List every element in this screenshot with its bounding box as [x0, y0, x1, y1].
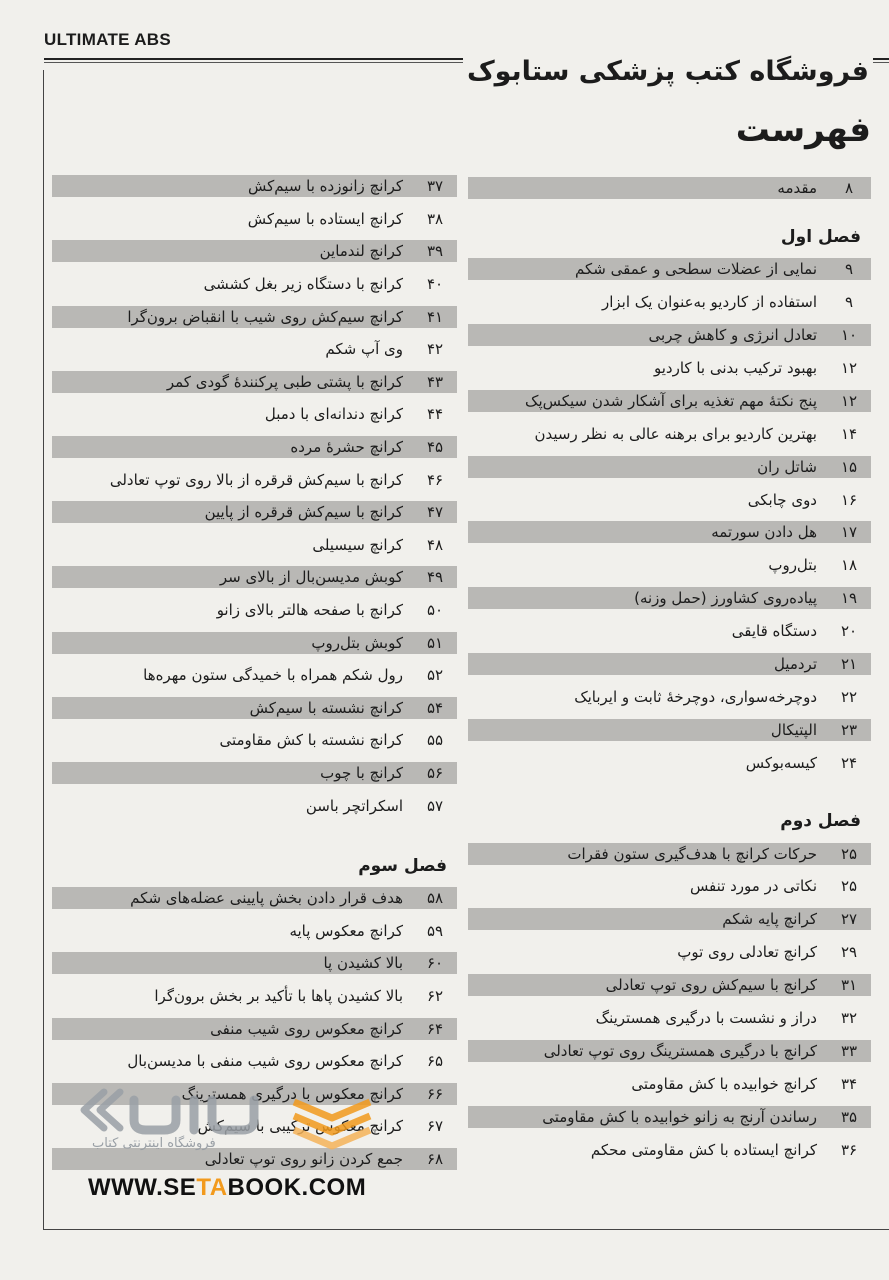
toc-entry-bar [468, 719, 871, 741]
entry-title: کرانچ با چوب [320, 763, 403, 782]
toc-entry [52, 789, 457, 822]
toc-entry [52, 626, 457, 659]
page-number: ۴۸ [426, 535, 444, 554]
toc-entry [52, 496, 457, 529]
toc-entry-bar [52, 534, 457, 556]
page-number: ۵۵ [426, 731, 444, 750]
page-number: ۹ [844, 293, 854, 312]
chapter-heading: فصل اول [780, 226, 861, 247]
toc-entry [468, 549, 871, 582]
toc-entry-bar [468, 875, 871, 897]
entry-title: کرانچ معکوس با درگیری همسترینگ [181, 1084, 403, 1103]
toc-entry [52, 268, 457, 301]
toc-entry [468, 352, 871, 385]
toc-entry-bar [468, 941, 871, 963]
toc-entry [52, 398, 457, 431]
page-number: ۴۰ [426, 275, 444, 294]
entry-title: دراز و نشست با درگیری همسترینگ [595, 1009, 817, 1028]
store-title: فروشگاه کتب پزشکی ستابوک [463, 56, 873, 87]
page-number: ۴۳ [426, 372, 444, 391]
entry-title: کوبش بتل‌روپ [311, 633, 403, 652]
page-number: ۵۷ [426, 796, 444, 815]
toc-entry-bar [52, 469, 457, 491]
page-number: ۳۹ [426, 242, 444, 261]
page-number: ۶۶ [426, 1084, 444, 1103]
entry-title: کرانچ با پشتی طبی پرکنندهٔ گودی کمر [166, 372, 403, 391]
toc-entry [52, 1045, 457, 1078]
entry-title: کرانچ سیم‌کش روی شیب با انقباض برون‌گرا [127, 307, 403, 326]
page-number: ۹ [844, 260, 854, 279]
entry-title: کرانچ سیسیلی [312, 535, 403, 554]
toc-title: فهرست [735, 110, 871, 150]
page-number: ۱۲ [840, 391, 858, 410]
page-number: ۴۶ [426, 470, 444, 489]
entry-title: بالا کشیدن پاها با تأکید بر بخش برون‌گرا [154, 986, 403, 1005]
toc-entry-bar [52, 566, 457, 588]
url-part: BOOK.COM [227, 1174, 367, 1201]
entry-title: کرانچ زانوزده با سیم‌کش [248, 177, 403, 196]
book-running-title: ULTIMATE ABS [44, 30, 171, 49]
toc-entry-bar [52, 632, 457, 654]
page-number: ۴۵ [426, 438, 444, 457]
toc-entry [468, 286, 871, 319]
toc-entry [468, 319, 871, 352]
page-number: ۳۷ [426, 177, 444, 196]
toc-entry [468, 969, 871, 1002]
toc-entry-bar [52, 664, 457, 686]
toc-entry-bar [468, 1106, 871, 1128]
entry-title: شاتل ران [757, 457, 817, 476]
entry-title: کرانچ با سیم‌کش قرقره از بالا روی توپ تعادلی [109, 470, 403, 489]
page-number: ۱۵ [840, 457, 858, 476]
toc-entry-bar [52, 501, 457, 523]
entry-title: کرانچ تعادلی روی توپ [677, 943, 817, 962]
toc-entry [468, 172, 871, 205]
toc-entry [52, 947, 457, 980]
entry-title: دستگاه قایقی [731, 622, 817, 641]
toc-entry-bar [52, 887, 457, 909]
toc-entry [52, 300, 457, 333]
toc-entry [52, 203, 457, 236]
toc-entry [468, 483, 871, 516]
toc-entry [52, 463, 457, 496]
entry-title: مقدمه [777, 179, 817, 198]
page-number: ۳۵ [840, 1107, 858, 1126]
chapter-heading: فصل دوم [780, 811, 861, 832]
page-number: ۵۱ [426, 633, 444, 652]
page-number: ۳۸ [426, 209, 444, 228]
toc-entry [52, 366, 457, 399]
toc-entry-bar [468, 908, 871, 930]
toc-entry [468, 615, 871, 648]
toc-entry-bar [52, 599, 457, 621]
toc-entry [468, 1067, 871, 1100]
toc-entry [52, 757, 457, 790]
entry-title: وی آپ شکم [325, 340, 403, 359]
toc-entry [468, 1133, 871, 1166]
toc-entry [468, 1100, 871, 1133]
entry-title: کرانچ نشسته با کش مقاومتی [219, 731, 403, 750]
page-number: ۵۰ [426, 601, 444, 620]
toc-entry-bar [468, 843, 871, 865]
page-number: ۵۲ [426, 666, 444, 685]
page-number: ۵۸ [426, 889, 444, 908]
toc-entry-bar [52, 985, 457, 1007]
toc-entry-bar [468, 587, 871, 609]
page-number: ۱۴ [840, 424, 858, 443]
entry-title: اسکراتچر باسن [305, 796, 403, 815]
page-number: ۵۹ [426, 921, 444, 940]
toc-entry-bar [468, 489, 871, 511]
toc-entry [52, 882, 457, 915]
page-number: ۱۸ [840, 556, 858, 575]
toc-entry [52, 724, 457, 757]
entry-title: کرانچ خوابیده با کش مقاومتی [631, 1074, 817, 1093]
entry-title: هل دادن سورتمه [711, 523, 817, 542]
page-number: ۴۲ [426, 340, 444, 359]
toc-entry [52, 529, 457, 562]
toc-entry-bar [468, 752, 871, 774]
toc-entry-bar [468, 291, 871, 313]
page-number: ۶۷ [426, 1117, 444, 1136]
toc-entry-bar [468, 1007, 871, 1029]
toc-entry-bar [468, 423, 871, 445]
entry-title: بالا کشیدن پا [323, 954, 403, 973]
page-number: ۱۰ [840, 326, 858, 345]
toc-entry-bar [468, 620, 871, 642]
page-number: ۶۴ [426, 1019, 444, 1038]
toc-entry-bar [52, 729, 457, 751]
entry-title: کرانچ معکوس ترکیبی با سیم‌کش [197, 1117, 403, 1136]
entry-title: حرکات کرانچ با هدف‌گیری ستون فقرات [567, 844, 817, 863]
url-part: WWW.SE [88, 1174, 197, 1201]
toc-entry-bar [468, 177, 871, 199]
page-number: ۲۹ [840, 943, 858, 962]
toc-entry [468, 903, 871, 936]
toc-entry [468, 1002, 871, 1035]
page-number: ۴۴ [426, 405, 444, 424]
page-number: ۱۹ [840, 589, 858, 608]
entry-title: کوبش مدیسن‌بال از بالای سر [219, 568, 403, 587]
page-number: ۵۴ [426, 698, 444, 717]
toc-entry [468, 582, 871, 615]
entry-title: پیاده‌روی کشاورز (حمل وزنه) [634, 589, 817, 608]
toc-entry-bar [52, 1018, 457, 1040]
watermark-subtitle: فروشگاه اینترنتی کتاب [92, 1136, 216, 1151]
entry-title: کرانچ نشسته با سیم‌کش [249, 698, 403, 717]
entry-title: کرانچ ایستاده با کش مقاومتی محکم [590, 1140, 817, 1159]
toc-entry [52, 659, 457, 692]
entry-title: کرانچ معکوس روی شیب منفی با مدیسن‌بال [127, 1052, 403, 1071]
page-number: ۱۲ [840, 359, 858, 377]
page-number: ۶۰ [426, 954, 444, 973]
entry-title: کرانچ پایه شکم [722, 910, 817, 929]
page-number: ۲۵ [840, 844, 858, 863]
entry-title: کرانچ با صفحه هالتر بالای زانو [216, 601, 403, 620]
entry-title: استفاده از کاردیو به‌عنوان یک ابزار [601, 293, 817, 312]
page-number: ۳۲ [840, 1009, 858, 1028]
entry-title: تردمیل [773, 655, 817, 674]
page-number: ۲۰ [840, 622, 858, 641]
chapter-heading: فصل سوم [358, 855, 447, 876]
entry-title: الپتیکال [770, 720, 817, 739]
page-number: ۳۴ [840, 1074, 858, 1093]
watermark-url [88, 1174, 366, 1202]
toc-entry-bar [468, 258, 871, 280]
page-number: ۲۴ [840, 753, 858, 772]
page-number: ۲۱ [840, 655, 858, 674]
entry-title: پنج نکتهٔ مهم تغذیه برای آشکار شدن سیکس‌پک [525, 391, 817, 410]
toc-column-right [468, 172, 871, 1166]
entry-title: کرانچ دندانه‌ای با دمبل [264, 405, 403, 424]
toc-entry [468, 417, 871, 450]
entry-title: کرانچ با دستگاه زیر بغل کششی [203, 275, 403, 294]
toc-entry-bar [52, 1050, 457, 1072]
toc-entry-bar [52, 762, 457, 784]
toc-entry-bar [468, 1139, 871, 1161]
entry-title: کرانچ با سیم‌کش روی توپ تعادلی [605, 976, 817, 995]
page-number: ۲۵ [840, 877, 858, 896]
toc-entry [52, 333, 457, 366]
page-number: ۲۲ [840, 687, 858, 706]
entry-title: تعادل انرژی و کاهش چربی [648, 326, 817, 345]
toc-entry-bar [468, 1073, 871, 1095]
toc-entry [468, 680, 871, 713]
entry-title: کرانچ با سیم‌کش قرقره از پایین [204, 503, 403, 522]
entry-title: بهترین کاردیو برای برهنه عالی به نظر رسیدن [534, 424, 817, 443]
page-number: ۲۷ [840, 910, 858, 929]
toc-entry-bar [468, 456, 871, 478]
toc-entry-bar [468, 554, 871, 576]
toc-entry-bar [52, 371, 457, 393]
page-number: ۵۶ [426, 763, 444, 782]
toc-entry [52, 561, 457, 594]
toc-entry-bar [52, 403, 457, 425]
page-frame-left [43, 70, 44, 1230]
entry-title: کیسه‌بوکس [745, 753, 817, 772]
toc-entry [52, 980, 457, 1013]
entry-title: هدف قرار دادن بخش پایینی عضله‌های شکم [130, 889, 403, 908]
toc-entry-bar [52, 175, 457, 197]
toc-entry-bar [52, 795, 457, 817]
entry-title: کرانچ لندماین [319, 242, 403, 261]
toc-entry [468, 936, 871, 969]
entry-title: نمایی از عضلات سطحی و عمقی شکم [575, 260, 817, 279]
page-number: ۸ [844, 179, 854, 198]
toc-entry [52, 1012, 457, 1045]
toc-entry [468, 837, 871, 870]
toc-entry [52, 431, 457, 464]
toc-entry-bar [52, 208, 457, 230]
toc-entry-bar [468, 324, 871, 346]
page-number: ۳۳ [840, 1041, 858, 1060]
toc-entry-bar [468, 390, 871, 412]
toc-entry-bar [52, 697, 457, 719]
page-number: ۶۲ [426, 986, 444, 1005]
entry-title: رول شکم همراه با خمیدگی ستون مهره‌ها [143, 666, 403, 685]
toc-entry [52, 692, 457, 725]
toc-entry [52, 170, 457, 203]
toc-entry-bar [52, 306, 457, 328]
page-number: ۴۱ [426, 307, 444, 326]
page-number: ۱۶ [840, 490, 858, 509]
entry-title: کرانچ ایستاده با سیم‌کش [247, 209, 403, 228]
toc-entry [52, 914, 457, 947]
toc-entry [468, 516, 871, 549]
toc-entry [468, 253, 871, 286]
page-number: ۴۷ [426, 503, 444, 522]
entry-title: کرانچ معکوس روی شیب منفی [210, 1019, 403, 1038]
toc-entry [468, 713, 871, 746]
toc-entry [52, 594, 457, 627]
toc-entry [468, 384, 871, 417]
page-number: ۳۱ [840, 976, 858, 995]
toc-entry-bar [468, 686, 871, 708]
toc-entry-bar [468, 653, 871, 675]
entry-title: نکاتی در مورد تنفس [689, 877, 817, 896]
toc-entry-bar [468, 357, 871, 379]
toc-column-left [52, 170, 457, 1175]
toc-entry [468, 746, 871, 779]
page-number: ۲۳ [840, 720, 858, 739]
toc-entry [52, 235, 457, 268]
toc-entry-bar [52, 338, 457, 360]
toc-entry-bar [52, 240, 457, 262]
entry-title: بتل‌روپ [768, 556, 817, 575]
toc-entry-bar [52, 920, 457, 942]
toc-entry [468, 1034, 871, 1067]
page-number: ۴۹ [426, 568, 444, 587]
toc-entry-bar [468, 974, 871, 996]
toc-entry [468, 648, 871, 681]
toc-entry-bar [52, 273, 457, 295]
entry-title: کرانچ حشرهٔ مرده [290, 438, 403, 457]
entry-title: کرانچ با درگیری همسترینگ روی توپ تعادلی [543, 1041, 817, 1060]
entry-title: جمع کردن زانو روی توپ تعادلی [204, 1149, 403, 1168]
page-frame-bottom [43, 1229, 889, 1230]
page-number: ۱۷ [840, 523, 858, 542]
entry-title: دوچرخه‌سواری، دوچرخهٔ ثابت و ایربایک [574, 687, 817, 706]
page-number: ۶۸ [426, 1149, 444, 1168]
entry-title: کرانچ معکوس پایه [289, 921, 403, 940]
entry-title: بهبود ترکیب بدنی با کاردیو [654, 359, 817, 377]
toc-entry-bar [468, 1040, 871, 1062]
toc-entry-bar [52, 952, 457, 974]
entry-title: رساندن آرنج به زانو خوابیده با کش مقاومتی [542, 1107, 817, 1126]
toc-entry-bar [52, 436, 457, 458]
url-highlight: TA [196, 1174, 228, 1201]
entry-title: دوی چابکی [747, 490, 817, 509]
toc-entry-bar [468, 521, 871, 543]
toc-entry [468, 450, 871, 483]
toc-entry [468, 870, 871, 903]
page-number: ۶۵ [426, 1052, 444, 1071]
page-number: ۳۶ [840, 1140, 858, 1159]
